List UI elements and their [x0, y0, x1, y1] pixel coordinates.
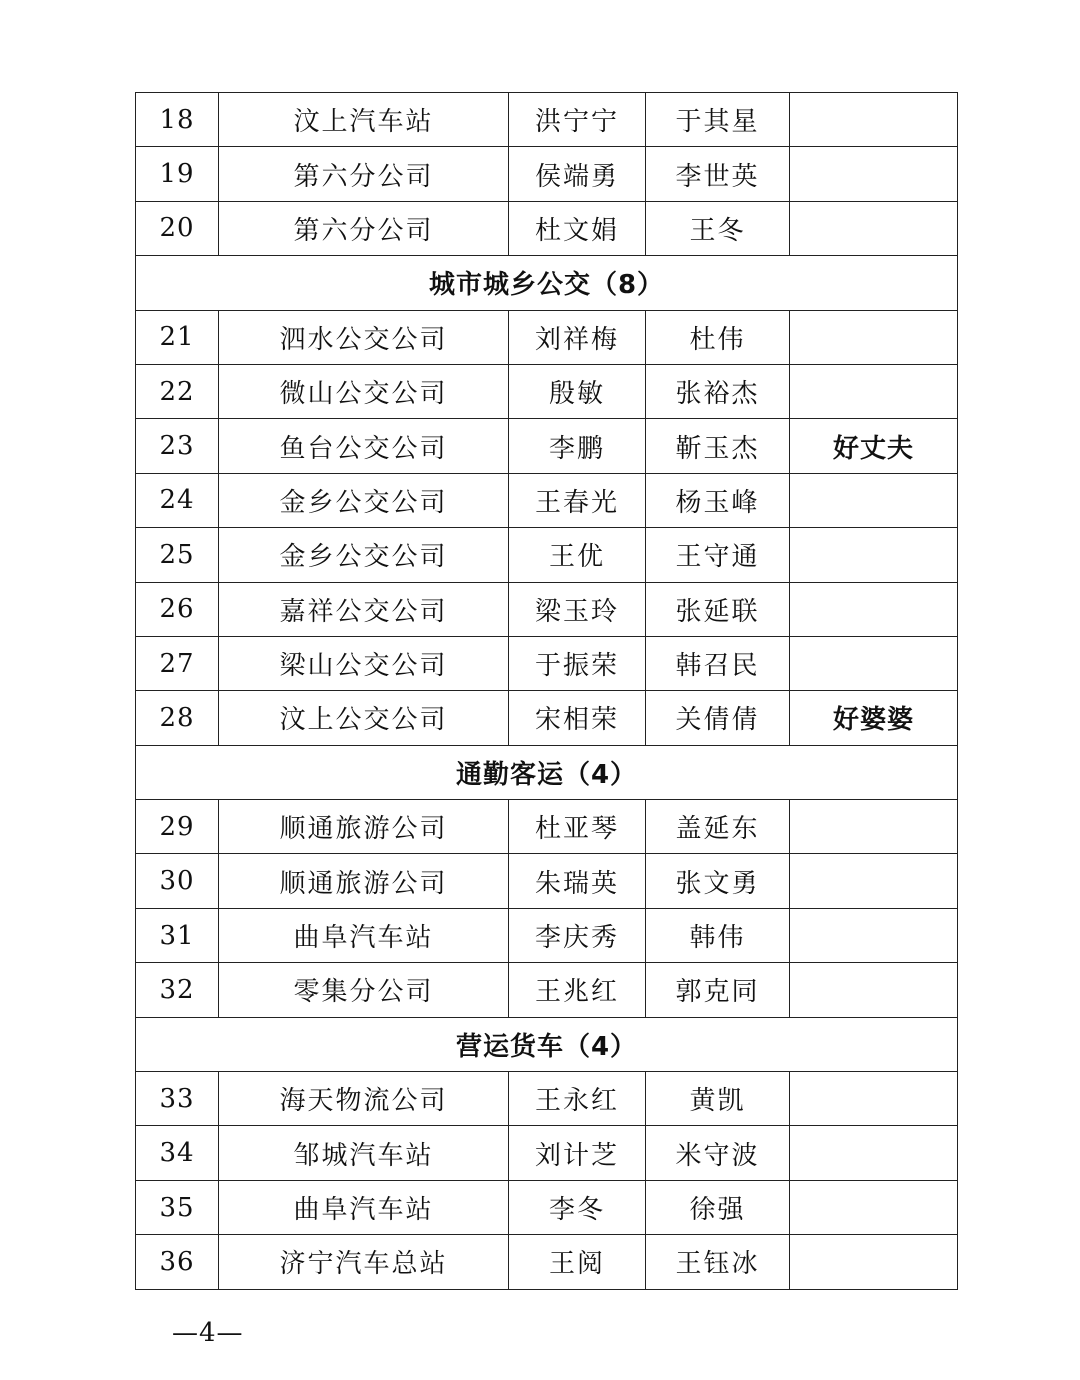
row-number-cell: 32	[136, 963, 219, 1017]
table-row	[136, 419, 958, 473]
note-cell	[790, 1180, 958, 1234]
row-number-cell: 26	[136, 582, 219, 636]
row-number-cell: 36	[136, 1235, 219, 1289]
unit-cell: 鱼台公交公司	[219, 419, 509, 473]
note-cell: 好婆婆	[790, 691, 958, 745]
spouse-name-cell: 李世英	[646, 147, 790, 201]
name-cell: 侯端勇	[509, 147, 646, 201]
note-cell	[790, 473, 958, 527]
row-number-cell: 31	[136, 908, 219, 962]
unit-cell: 梁山公交公司	[219, 636, 509, 690]
row-number-cell: 30	[136, 854, 219, 908]
name-cell: 洪宁宁	[509, 93, 646, 147]
section-header-row	[136, 256, 958, 310]
section-title: 通勤客运（4）	[136, 745, 958, 799]
table-row	[136, 1072, 958, 1126]
note-cell	[790, 1235, 958, 1289]
spouse-name-cell: 韩召民	[646, 636, 790, 690]
row-number-cell: 28	[136, 691, 219, 745]
table-row	[136, 201, 958, 255]
name-cell: 王阅	[509, 1235, 646, 1289]
unit-cell: 金乡公交公司	[219, 473, 509, 527]
note-cell	[790, 908, 958, 962]
table-row	[136, 93, 958, 147]
row-number-cell: 24	[136, 473, 219, 527]
unit-cell: 济宁汽车总站	[219, 1235, 509, 1289]
note-cell	[790, 636, 958, 690]
note-cell	[790, 310, 958, 364]
section-header-row	[136, 745, 958, 799]
spouse-name-cell: 王钰冰	[646, 1235, 790, 1289]
spouse-name-cell: 靳玉杰	[646, 419, 790, 473]
table-row	[136, 691, 958, 745]
unit-cell: 第六分公司	[219, 147, 509, 201]
name-cell: 王永红	[509, 1072, 646, 1126]
row-number-cell: 20	[136, 201, 219, 255]
row-number-cell: 18	[136, 93, 219, 147]
name-cell: 杜文娟	[509, 201, 646, 255]
spouse-name-cell: 张裕杰	[646, 364, 790, 418]
spouse-name-cell: 杜伟	[646, 310, 790, 364]
name-cell: 李庆秀	[509, 908, 646, 962]
name-cell: 殷敏	[509, 364, 646, 418]
section-title: 营运货车（4）	[136, 1017, 958, 1071]
page-number: —4—	[172, 1318, 244, 1348]
table-row	[136, 310, 958, 364]
unit-cell: 金乡公交公司	[219, 528, 509, 582]
spouse-name-cell: 韩伟	[646, 908, 790, 962]
table-row	[136, 800, 958, 854]
note-cell	[790, 201, 958, 255]
spouse-name-cell: 张延联	[646, 582, 790, 636]
unit-cell: 曲阜汽车站	[219, 908, 509, 962]
row-number-cell: 35	[136, 1180, 219, 1234]
row-number-cell: 29	[136, 800, 219, 854]
name-cell: 宋相荣	[509, 691, 646, 745]
note-cell	[790, 93, 958, 147]
unit-cell: 汶上公交公司	[219, 691, 509, 745]
table-row	[136, 147, 958, 201]
table-row	[136, 963, 958, 1017]
row-number-cell: 19	[136, 147, 219, 201]
unit-cell: 嘉祥公交公司	[219, 582, 509, 636]
name-cell: 王兆红	[509, 963, 646, 1017]
unit-cell: 海天物流公司	[219, 1072, 509, 1126]
table-row	[136, 528, 958, 582]
table-row	[136, 1180, 958, 1234]
name-cell: 杜亚琴	[509, 800, 646, 854]
name-cell: 王优	[509, 528, 646, 582]
spouse-name-cell: 关倩倩	[646, 691, 790, 745]
table-row	[136, 636, 958, 690]
spouse-name-cell: 杨玉峰	[646, 473, 790, 527]
row-number-cell: 27	[136, 636, 219, 690]
note-cell	[790, 854, 958, 908]
unit-cell: 泗水公交公司	[219, 310, 509, 364]
table-row	[136, 908, 958, 962]
name-cell: 刘计芝	[509, 1126, 646, 1180]
note-cell: 好丈夫	[790, 419, 958, 473]
row-number-cell: 22	[136, 364, 219, 418]
table-row	[136, 364, 958, 418]
spouse-name-cell: 王冬	[646, 201, 790, 255]
section-title: 城市城乡公交（8）	[136, 256, 958, 310]
table-row	[136, 1235, 958, 1289]
unit-cell: 第六分公司	[219, 201, 509, 255]
note-cell	[790, 582, 958, 636]
table-row	[136, 854, 958, 908]
note-cell	[790, 800, 958, 854]
note-cell	[790, 364, 958, 418]
unit-cell: 微山公交公司	[219, 364, 509, 418]
note-cell	[790, 963, 958, 1017]
name-cell: 刘祥梅	[509, 310, 646, 364]
unit-cell: 曲阜汽车站	[219, 1180, 509, 1234]
spouse-name-cell: 于其星	[646, 93, 790, 147]
spouse-name-cell: 米守波	[646, 1126, 790, 1180]
spouse-name-cell: 张文勇	[646, 854, 790, 908]
unit-cell: 汶上汽车站	[219, 93, 509, 147]
note-cell	[790, 1126, 958, 1180]
unit-cell: 顺通旅游公司	[219, 800, 509, 854]
table-row	[136, 473, 958, 527]
table-body	[136, 93, 958, 1290]
section-header-row	[136, 1017, 958, 1071]
unit-cell: 顺通旅游公司	[219, 854, 509, 908]
name-cell: 于振荣	[509, 636, 646, 690]
name-cell: 李鹏	[509, 419, 646, 473]
unit-cell: 零集分公司	[219, 963, 509, 1017]
table-row	[136, 582, 958, 636]
note-cell	[790, 528, 958, 582]
name-cell: 王春光	[509, 473, 646, 527]
spouse-name-cell: 郭克同	[646, 963, 790, 1017]
row-number-cell: 34	[136, 1126, 219, 1180]
spouse-name-cell: 徐强	[646, 1180, 790, 1234]
name-cell: 李冬	[509, 1180, 646, 1234]
unit-cell: 邹城汽车站	[219, 1126, 509, 1180]
note-cell	[790, 147, 958, 201]
name-cell: 朱瑞英	[509, 854, 646, 908]
row-number-cell: 33	[136, 1072, 219, 1126]
spouse-name-cell: 王守通	[646, 528, 790, 582]
row-number-cell: 25	[136, 528, 219, 582]
table-row	[136, 1126, 958, 1180]
name-cell: 梁玉玲	[509, 582, 646, 636]
row-number-cell: 23	[136, 419, 219, 473]
spouse-name-cell: 盖延东	[646, 800, 790, 854]
spouse-name-cell: 黄凯	[646, 1072, 790, 1126]
note-cell	[790, 1072, 958, 1126]
awards-table	[135, 92, 958, 1290]
row-number-cell: 21	[136, 310, 219, 364]
